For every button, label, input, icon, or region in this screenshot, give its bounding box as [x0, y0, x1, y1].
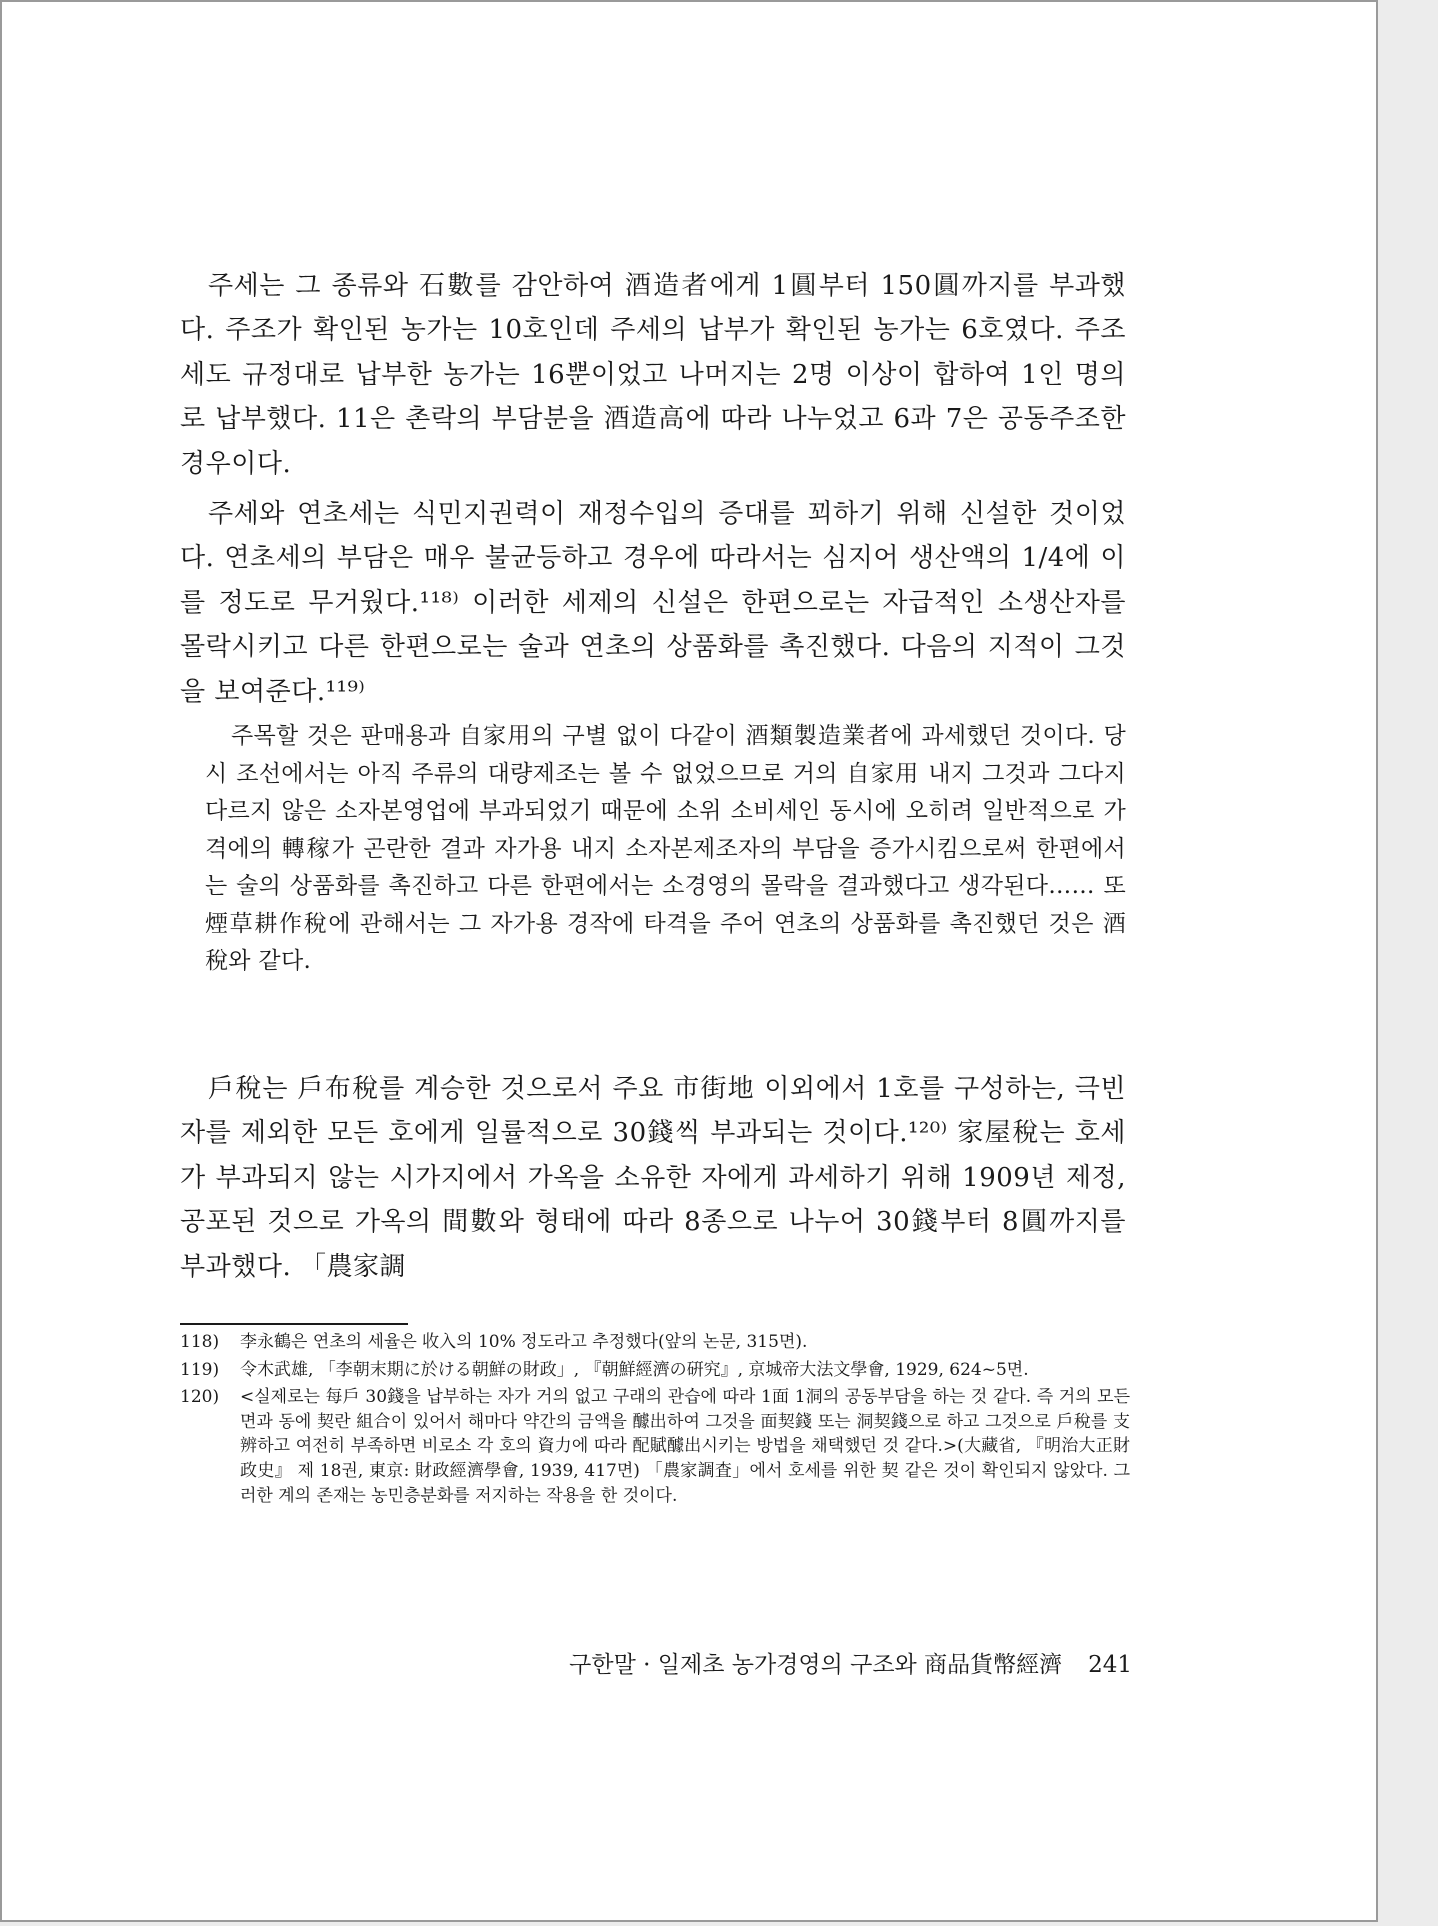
- footnotes: [180, 1330, 1130, 1511]
- footnote-number: 118): [180, 1332, 220, 1352]
- footnote-text: 令木武雄, 「李朝末期に於ける朝鮮の財政」, 『朝鮮經濟の硏究』, 京城帝大法文學會, 1929, 624~5면.: [240, 1359, 1029, 1380]
- footnote-118: [180, 1330, 1130, 1355]
- main-text-continued: [180, 1067, 1126, 1289]
- footnote-120: [180, 1385, 1130, 1508]
- footnote-119: [180, 1358, 1130, 1383]
- footnote-text: 李永鶴은 연초의 세율은 收入의 10% 정도라고 추정했다(앞의 논문, 315면).: [240, 1332, 808, 1352]
- block-quote-text: 주목할 것은 판매용과 自家用의 구별 없이 다같이 酒類製造業者에 과세했던 것이다. 당시 조선에서는 아직 주류의 대량제조는 볼 수 없었으므로 거의 自家用 내지 그것과 그다지 다르지 않은 소자본영업에 부과되었기 때문에 소위 소비세인 동시에 오히려 일반적으로 가격에의 轉稼가 곤란한 결과 자가용 내지 소자본제조자의 부담을 증가시킴으로써 한편에서는 술의 상품화를 촉진하고 다른 한편에서는 소경영의 몰락을 결과했다고 생각된다…… 또 煙草耕作稅에 관해서는 그 자가용 경작에 타격을 주어 연초의 상품화를 촉진했던 것은 酒稅와 같다.: [205, 723, 1126, 974]
- footnote-number: 120): [180, 1387, 220, 1408]
- footnote-text: <실제로는 每戶 30錢을 납부하는 자가 거의 없고 구래의 관습에 따라 1面 1洞의 공동부담을 하는 것 같다. 즉 거의 모든 면과 동에 契란 組合이 있어서 해마다 약간의 금액을 醵出하여 그것을 面契錢 또는 洞契錢으로 하고 그것으로 戶稅를 支辨하고 여전히 부족하면 비로소 각 호의 資力에 따라 配賦醵出시키는 방법을 채택했던 것 같다.>(大藏省, 『明治大正財政史』 제 18권, 東京: 財政經濟學會, 1939, 417면) 「農家調査」에서 호세를 위한 契 같은 것이 확인되지 않았다. 그러한 계의 존재는 농민층분화를 저지하는 작용을 한 것이다.: [240, 1387, 1130, 1506]
- footnote-separator: [180, 1323, 408, 1325]
- footnote-number: 119): [180, 1359, 220, 1380]
- running-footer: [442, 1650, 1132, 1680]
- body-paragraph-2: 주세와 연초세는 식민지권력이 재정수입의 증대를 꾀하기 위해 신설한 것이었다. 연초세의 부담은 매우 불균등하고 경우에 따라서는 심지어 생산액의 1/4에 이를 정도로 무거웠다.¹¹⁸⁾ 이러한 세제의 신설은 한편으로는 자급적인 소생산자를 몰락시키고 다른 한편으로는 술과 연초의 상품화를 촉진했다. 다음의 지적이 그것을 보여준다.¹¹⁹⁾: [180, 499, 1126, 707]
- body-paragraph-1: 주세는 그 종류와 石數를 감안하여 酒造者에게 1圓부터 150圓까지를 부과했다. 주조가 확인된 농가는 10호인데 주세의 납부가 확인된 농가는 6호였다. 주조세도 규정대로 납부한 농가는 16뿐이었고 나머지는 2명 이상이 합하여 1인 명의로 납부했다. 11은 촌락의 부담분을 酒造高에 따라 나누었고 6과 7은 공동주조한 경우이다.: [180, 271, 1126, 479]
- running-title: 구한말 · 일제초 농가경영의 구조와 商品貨幣經濟: [569, 1652, 1063, 1678]
- block-quote: [205, 718, 1126, 981]
- main-text: [180, 264, 1126, 714]
- body-paragraph-3: 戶稅는 戶布稅를 계승한 것으로서 주요 市街地 이외에서 1호를 구성하는, 극빈자를 제외한 모든 호에게 일률적으로 30錢씩 부과되는 것이다.¹²⁰⁾ 家屋稅는 호세가 부과되지 않는 시가지에서 가옥을 소유한 자에게 과세하기 위해 1909년 제정, 공포된 것으로 가옥의 間數와 형태에 따라 8종으로 나누어 30錢부터 8圓까지를 부과했다. 「農家調: [180, 1074, 1126, 1282]
- page-number: 241: [1088, 1652, 1132, 1678]
